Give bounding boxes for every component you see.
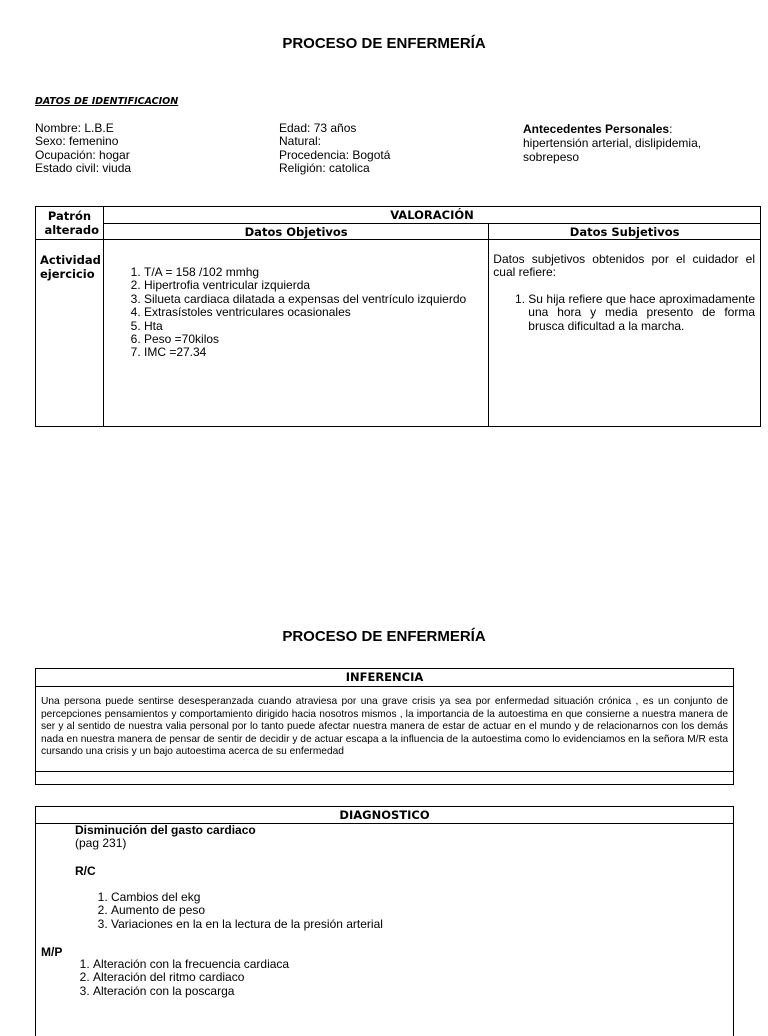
edad-line: Edad: 73 años bbox=[279, 121, 357, 135]
page-title-2: PROCESO DE ENFERMERÍA bbox=[282, 628, 486, 645]
page-title: PROCESO DE ENFERMERÍA bbox=[282, 35, 486, 52]
estado-civil-line: Estado civil: viuda bbox=[35, 160, 132, 175]
diagnostico-title: Disminución del gasto cardiaco bbox=[75, 823, 256, 837]
antecedentes-block bbox=[523, 122, 733, 164]
diagnostico-box bbox=[35, 806, 734, 1036]
inferencia-header: INFERENCIA bbox=[36, 669, 733, 687]
rc-label: R/C bbox=[75, 864, 96, 878]
objetivo-item: 7. IMC =27.34 bbox=[144, 346, 484, 359]
objetivo-item: 3. Silueta cardiaca dilatada a expensas del ventrículo izquierdo bbox=[144, 293, 484, 306]
inferencia-divider bbox=[36, 771, 733, 772]
subjetivos-cell bbox=[489, 240, 761, 427]
objetivos-cell bbox=[103, 240, 488, 427]
rc-list bbox=[75, 891, 711, 931]
subjetivos-list bbox=[493, 293, 755, 333]
procedencia-line: Procedencia: Bogotá bbox=[279, 147, 391, 162]
nombre-line: Nombre: L.B.E bbox=[35, 121, 114, 135]
religion-line: Religión: catolica bbox=[279, 160, 370, 175]
mp-item: 1. Alteración con la frecuencia cardiaca bbox=[93, 958, 693, 971]
ocupacion-line: Ocupación: hogar bbox=[35, 147, 130, 162]
antecedentes-colon: : bbox=[669, 122, 673, 136]
patron-cell bbox=[36, 240, 104, 427]
mp-label: M/P bbox=[41, 945, 63, 959]
diagnostico-ref: (pag 231) bbox=[75, 836, 127, 851]
objetivo-item: 4. Extrasístoles ventriculares ocasionales bbox=[144, 306, 484, 319]
patron-value: Actividad ejercicio bbox=[40, 253, 101, 281]
identification-column-2 bbox=[279, 122, 390, 175]
antecedentes-text: hipertensión arterial, dislipidemia, sobrepeso bbox=[523, 136, 702, 164]
mp-item: 2. Alteración del ritmo cardiaco bbox=[93, 971, 693, 984]
objetivo-item: 6. Peso =70kilos bbox=[144, 333, 484, 346]
rc-item: 3. Variaciones en la en la lectura de la presión arterial bbox=[111, 918, 711, 931]
objetivo-item: 2. Hipertrofia ventricular izquierda bbox=[144, 279, 484, 292]
valoracion-table bbox=[35, 206, 761, 427]
subjetivos-intro: Datos subjetivos obtenidos por el cuidador el cual refiere: bbox=[493, 252, 755, 280]
diagnostico-title-block bbox=[75, 824, 256, 851]
subjetivos-header: Datos Subjetivos bbox=[489, 224, 761, 240]
inferencia-box bbox=[35, 668, 734, 785]
section-label-identificacion: DATOS DE IDENTIFICACION bbox=[35, 96, 179, 107]
mp-list bbox=[41, 958, 693, 998]
patron-header: Patrón alterado bbox=[36, 207, 104, 240]
objetivos-header: Datos Objetivos bbox=[103, 224, 488, 240]
valoracion-header: VALORACIÓN bbox=[103, 207, 760, 224]
identification-column-1 bbox=[35, 122, 131, 175]
objetivo-item: 5. Hta bbox=[144, 320, 484, 333]
objetivo-item: 1. T/A = 158 /102 mmhg bbox=[144, 266, 484, 279]
natural-line: Natural: bbox=[279, 134, 322, 149]
objetivos-list bbox=[104, 266, 484, 360]
antecedentes-label: Antecedentes Personales bbox=[523, 122, 670, 136]
mp-item: 3. Alteración con la poscarga bbox=[93, 985, 693, 998]
sexo-line: Sexo: femenino bbox=[35, 134, 119, 149]
rc-item: 2. Aumento de peso bbox=[111, 904, 711, 917]
subjetivo-item: 1. Su hija refiere que hace aproximadamente una hora y media presento de forma brusca dificultad a la marcha. bbox=[528, 293, 755, 333]
inferencia-text: Una persona puede sentirse desesperanzada cuando atraviesa por una grave crisis ya sea por enfermedad situación crónica , es un conjunto de percepciones pensamientos y comportamiento dirigido hacia nosotros mismos , la importancia de la autoestima en que consierne a nuestra manera de ser y al sentido de nuestra valia personal por lo tanto puede afectar nuestra manera de estar de actuar en el mundo y de relacionarnos con los demás nada en nuestra manera de pensar de sentir de decidir y de actuar escapa a la influencia de la autoestima como lo evidenciamos en la señora M/R esta cursando una crisis y un bajo autoestima acerca de su enfermedad bbox=[41, 696, 728, 758]
rc-item: 1. Cambios del ekg bbox=[111, 891, 711, 904]
diagnostico-header: DIAGNOSTICO bbox=[36, 807, 733, 824]
